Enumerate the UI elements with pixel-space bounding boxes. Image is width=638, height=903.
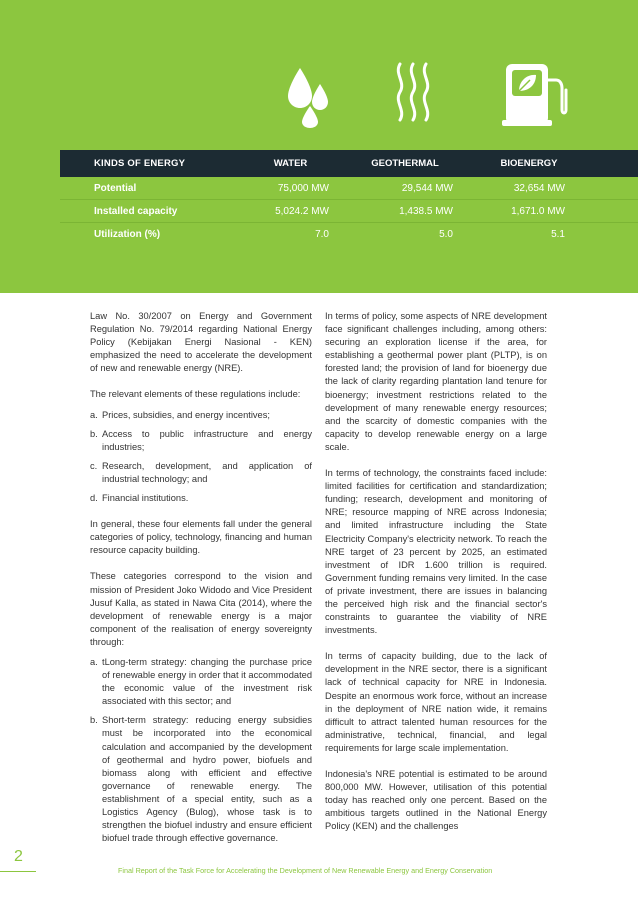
paragraph: In terms of technology, the constraints faced include: limited facilities for certification and standardization; funding; research, development and monitoring of NRE; resource mapping of NRE across Indonesia; and limited infrastructure including the State Electricity Company's electricity network. To reach the NRE target of 23 percent by 2025, an estimated investment of IDR 1.600 trillion is required. Government funding remains very limited. In the case of private investment, there are issues in balancing the perceived high risk and the financial sector's constraints to guarantee the viability of NRE investments. [325,468,547,636]
header-bioenergy: BIOENERGY [500,158,558,169]
cell-bioenergy: 1,671.0 MW [511,205,565,217]
energy-icons [0,60,638,135]
cell-bioenergy: 32,654 MW [513,182,565,194]
geothermal-steam-icon [392,60,436,124]
energy-table [60,150,638,245]
cell-geothermal: 1,438.5 MW [399,205,453,217]
cell-geothermal: 5.0 [439,228,453,240]
header-water: WATER [273,158,308,169]
paragraph: In general, these four elements fall under the general categories of policy, technology, financing and human resource capacity building. [90,519,312,556]
footer-rule [0,871,36,872]
paragraph: The relevant elements of these regulations include: [90,389,301,400]
list-item [90,492,312,505]
list-item [90,409,312,422]
list-text: Prices, subsidies, and energy incentives; [102,409,270,420]
paragraph: In terms of capacity building, due to the lack of development in the NRE sector, there is a significant lack of technical capacity for NRE in Indonesia. Despite an enormous work force, without an increase in the deployment of NRE nation wide, it remains difficult to attract talented human resources for the administrative, technical, financial, and legal requirements for large scale implementation. [325,651,547,753]
paragraph: These categories correspond to the vision and mission of President Joko Widodo and Vice President Jusuf Kalla, as stated in Nawa Cita (2014), where the development of renewable energy is a major component of the realisation of energy sovereignty through: [90,571,312,647]
row-label: Utilization (%) [94,228,161,240]
list-marker: b. [90,428,98,439]
list-item [90,428,312,454]
water-drops-icon [276,60,332,128]
paragraph: In terms of policy, some aspects of NRE development face significant challenges including, among others: securing an exploration license if the area, for establishing a geothermal power plant (PLTP), is on forested land; the provision of land for bioenergy due the lack of clarity regarding plantation land tenure for bioenergy; investment restrictions related to the development of many renewable energy resources; and the scarcity of domestic companies with the capacity to develop renewable energy on a large scale. [325,311,547,452]
list-marker: b. [90,715,98,726]
paragraph: Law No. 30/2007 on Energy and Government Regulation No. 79/2014 regarding National Energy Policy (Kebijakan Energi Nasional - KEN) emphasized the need to accelerate the development of new and renewable energy (NRE). [90,311,312,374]
page-number: 2 [14,848,23,865]
list-item [90,656,312,708]
row-label: Installed capacity [94,205,178,217]
header-kinds-of-energy: KINDS OF ENERGY [94,158,186,169]
list-marker: a. [90,656,98,667]
list-marker: a. [90,409,98,420]
table-header [60,150,638,177]
list-marker: c. [90,460,98,471]
paragraph: Indonesia's NRE potential is estimated to be around 800,000 MW. However, utilisation of this potential today has reached only one percent. Based on the ambitious targets outlined in the National Energy Policy (KEN) and the challenges [325,769,547,832]
left-column [90,310,312,858]
footer-text: Final Report of the Task Force for Accelerating the Development of New Renewable Energy and Energy Conservation [118,866,493,875]
list-marker: d. [90,493,98,504]
cell-geothermal: 29,544 MW [401,182,453,194]
list-text: Research, development, and application of industrial technology; and [102,460,312,484]
table-row [60,177,638,200]
table-row [60,223,638,245]
list-text: tLong-term strategy: changing the purchase price of renewable energy in order that it accommodated the economic value of the investment risk associated with this sector; and [102,656,312,707]
right-column [325,310,547,846]
cell-water: 5,024.2 MW [275,205,329,217]
green-header-band [0,0,638,293]
row-label: Potential [94,182,137,194]
strategy-list [90,656,312,845]
list-text: Financial institutions. [102,493,189,504]
cell-bioenergy: 5.1 [551,228,565,240]
list-item [90,460,312,486]
header-geothermal: GEOTHERMAL [371,158,439,169]
list-text: Short-term strategy: reducing energy subsidies must be incorporated into the economical calculation and accompanied by the development of geothermal and hydro power, biofuels and biomass along with efficient and effective governance of renewable energy. The establishment of a special entity, such as a Logistics Agency (Bulog), whose task is to strengthen the biofuel industry and ensure efficient biofuel trade through effective governance. [102,715,312,844]
bioenergy-fuel-pump-icon [502,60,572,128]
cell-water: 7.0 [315,228,329,240]
list-item [90,714,312,845]
list-text: Access to public infrastructure and energy industries; [102,428,312,452]
cell-water: 75,000 MW [277,182,329,194]
table-row [60,200,638,223]
elements-list [90,409,312,506]
